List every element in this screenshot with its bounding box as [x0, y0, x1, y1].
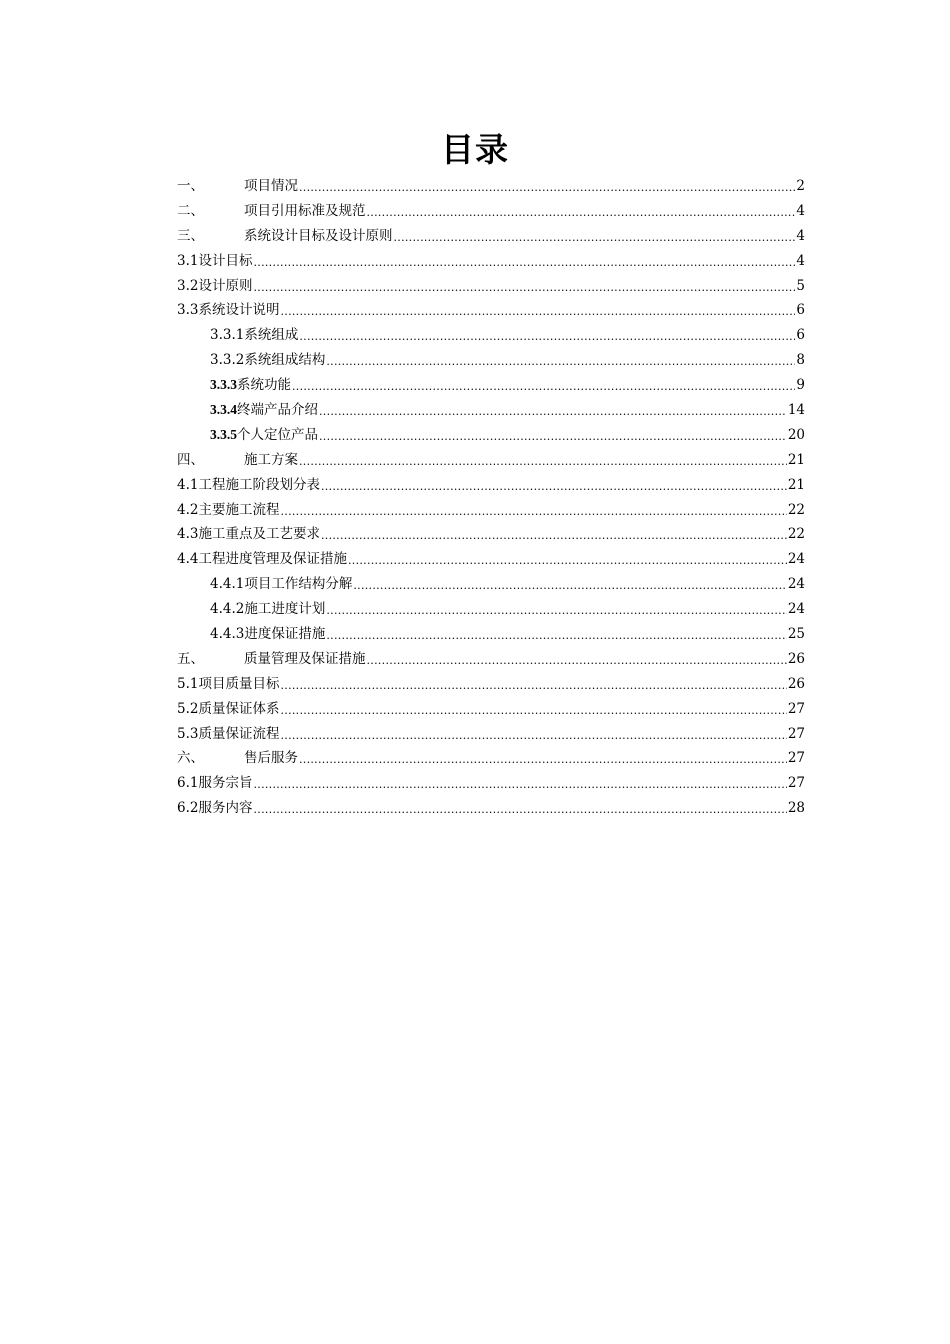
toc-entry-page-number: 21 — [787, 451, 805, 468]
dot-leader — [321, 478, 787, 492]
dot-leader — [319, 403, 787, 417]
toc-entry-label: 系统组成 — [244, 327, 299, 344]
toc-entry[interactable] — [177, 572, 805, 597]
dot-leader — [280, 727, 786, 741]
toc-entry-label: 终端产品介绍 — [237, 402, 318, 419]
toc-entry-page-number: 21 — [787, 476, 805, 493]
toc-entry-label: 系统设计说明 — [198, 302, 280, 319]
dot-leader — [299, 179, 795, 193]
toc-entry-page-number: 28 — [787, 800, 805, 817]
dot-leader — [348, 552, 787, 566]
dot-leader — [367, 652, 787, 666]
toc-entry[interactable] — [177, 722, 805, 747]
dot-leader — [253, 279, 795, 293]
toc-entry-page-number: 24 — [787, 601, 805, 618]
toc-entry-number: 3.3.1 — [210, 327, 245, 344]
toc-entry-page-number: 22 — [787, 526, 805, 543]
toc-entry-label: 系统功能 — [237, 377, 291, 394]
dot-leader — [280, 702, 786, 716]
toc-entry-page-number: 4 — [796, 202, 805, 219]
dot-leader — [326, 353, 795, 367]
toc-entry-label: 项目情况 — [244, 178, 298, 194]
toc-entry-label: 质量管理及保证措施 — [244, 650, 366, 667]
toc-entry-number: 3.3 — [177, 302, 199, 319]
toc-entry-label: 个人定位产品 — [237, 426, 318, 443]
toc-entry-number: 4.4.3 — [210, 626, 245, 643]
toc-entry-number: 五、 — [177, 650, 204, 667]
toc-entry-number: 3.2 — [177, 277, 199, 294]
toc-entry-label: 服务宗旨 — [198, 775, 253, 792]
table-of-contents — [177, 174, 805, 821]
toc-entry-label: 质量保证流程 — [198, 725, 280, 742]
dot-leader — [280, 303, 795, 317]
toc-entry-label: 售后服务 — [244, 750, 298, 767]
toc-entry[interactable] — [177, 174, 805, 199]
toc-entry-number: 4.1 — [177, 476, 199, 493]
toc-entry[interactable] — [177, 622, 805, 647]
toc-entry-page-number: 27 — [787, 725, 805, 742]
toc-entry[interactable] — [177, 672, 805, 697]
dot-leader — [280, 677, 786, 691]
toc-entry-label: 项目工作结构分解 — [244, 576, 353, 593]
toc-entry-page-number: 14 — [787, 402, 805, 419]
toc-entry-page-number: 24 — [787, 576, 805, 593]
toc-entry-number: 4.2 — [177, 501, 199, 518]
toc-entry-label: 系统设计目标及设计原则 — [244, 227, 393, 244]
page-title: 目录 — [441, 130, 509, 169]
toc-entry-page-number: 6 — [796, 327, 805, 344]
dot-leader — [253, 776, 786, 790]
toc-entry-label: 项目质量目标 — [198, 675, 280, 692]
toc-entry-label: 进度保证措施 — [244, 626, 326, 643]
toc-entry[interactable] — [177, 398, 805, 423]
toc-entry-number: 5.1 — [177, 675, 199, 692]
toc-entry[interactable] — [177, 274, 805, 299]
toc-entry-number: 四、 — [177, 451, 204, 468]
toc-entry[interactable] — [177, 522, 805, 547]
toc-entry-label: 施工进度计划 — [244, 601, 326, 618]
toc-entry[interactable] — [177, 448, 805, 473]
dot-leader — [326, 627, 786, 641]
toc-entry-label: 施工方案 — [244, 451, 298, 468]
toc-entry-number: 6.1 — [177, 775, 199, 792]
toc-entry-number: 3.1 — [177, 252, 199, 269]
dot-leader — [353, 577, 786, 591]
toc-entry-page-number: 22 — [787, 501, 805, 518]
dot-leader — [253, 254, 795, 268]
toc-entry-number: 4.3 — [177, 526, 199, 543]
toc-entry-page-number: 27 — [787, 775, 805, 792]
toc-entry[interactable] — [177, 771, 805, 796]
toc-entry-number: 4.4.1 — [210, 576, 245, 593]
toc-entry-number: 3.3.3 — [210, 377, 237, 393]
toc-entry-number: 4.4.2 — [210, 601, 245, 618]
toc-entry-number: 3.3.5 — [210, 426, 237, 442]
dot-leader — [394, 229, 796, 243]
toc-entry-page-number: 26 — [787, 650, 805, 667]
toc-entry[interactable] — [177, 298, 805, 323]
toc-entry-number: 三、 — [177, 227, 204, 244]
dot-leader — [280, 503, 786, 517]
toc-entry-label: 设计原则 — [198, 277, 253, 294]
toc-entry-label: 工程进度管理及保证措施 — [198, 551, 347, 568]
toc-entry[interactable] — [177, 746, 805, 771]
toc-entry-page-number: 5 — [796, 277, 805, 294]
toc-entry[interactable] — [177, 323, 805, 348]
toc-entry[interactable] — [177, 597, 805, 622]
toc-entry[interactable] — [177, 199, 805, 224]
toc-entry-number: 3.3.2 — [210, 352, 245, 369]
toc-entry-label: 系统组成结构 — [244, 352, 326, 369]
dot-leader — [299, 453, 787, 467]
toc-entry-page-number: 24 — [787, 551, 805, 568]
toc-entry-number: 二、 — [177, 202, 204, 219]
toc-entry-number: 5.3 — [177, 725, 199, 742]
dot-leader — [299, 328, 795, 342]
toc-entry-label: 主要施工流程 — [198, 501, 280, 518]
dot-leader — [319, 428, 787, 442]
toc-entry[interactable] — [177, 647, 805, 672]
toc-entry-page-number: 6 — [796, 302, 805, 319]
toc-entry-label: 设计目标 — [198, 252, 253, 269]
toc-entry[interactable] — [177, 348, 805, 373]
dot-leader — [326, 602, 786, 616]
toc-entry-page-number: 4 — [796, 252, 805, 269]
toc-entry-label: 质量保证体系 — [198, 700, 280, 717]
dot-leader — [321, 527, 787, 541]
toc-entry-number: 5.2 — [177, 700, 199, 717]
toc-entry[interactable] — [177, 373, 805, 398]
toc-entry[interactable] — [177, 423, 805, 448]
toc-entry[interactable] — [177, 697, 805, 722]
toc-entry-page-number: 2 — [796, 178, 805, 194]
toc-entry-number: 3.3.4 — [210, 402, 237, 418]
toc-entry-page-number: 4 — [796, 227, 805, 244]
dot-leader — [299, 751, 787, 765]
dot-leader — [253, 801, 786, 815]
toc-entry-number: 4.4 — [177, 551, 199, 568]
dot-leader — [367, 204, 796, 218]
toc-entry-page-number: 25 — [787, 626, 805, 643]
toc-entry-page-number: 9 — [796, 377, 805, 394]
toc-entry-label: 项目引用标准及规范 — [244, 202, 366, 219]
toc-entry-label: 工程施工阶段划分表 — [198, 476, 320, 493]
toc-entry[interactable] — [177, 498, 805, 523]
toc-entry-page-number: 20 — [787, 426, 805, 443]
toc-entry[interactable] — [177, 796, 805, 821]
toc-entry[interactable] — [177, 224, 805, 249]
toc-entry-page-number: 27 — [787, 750, 805, 767]
toc-entry[interactable] — [177, 249, 805, 274]
toc-entry-number: 六、 — [177, 750, 204, 767]
dot-leader — [292, 378, 795, 392]
toc-entry-page-number: 8 — [796, 352, 805, 369]
toc-entry-number: 一、 — [177, 178, 204, 194]
toc-entry-number: 6.2 — [177, 800, 199, 817]
toc-entry-label: 服务内容 — [198, 800, 253, 817]
toc-entry[interactable] — [177, 473, 805, 498]
toc-entry-label: 施工重点及工艺要求 — [198, 526, 320, 543]
toc-entry-page-number: 26 — [787, 675, 805, 692]
toc-entry-page-number: 27 — [787, 700, 805, 717]
toc-entry[interactable] — [177, 547, 805, 572]
